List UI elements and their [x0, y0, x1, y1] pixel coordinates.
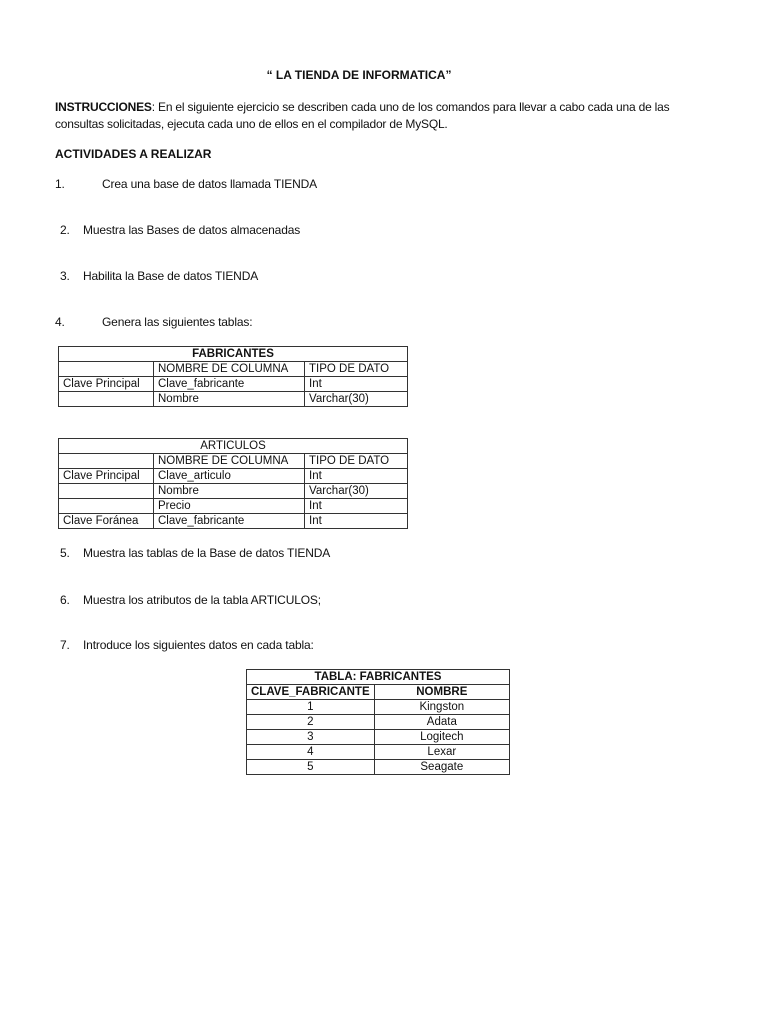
- table-header-row: [247, 685, 510, 700]
- step-2: [60, 223, 300, 237]
- table-row: [247, 760, 510, 775]
- table-row: [247, 700, 510, 715]
- step-text: Genera las siguientes tablas:: [102, 315, 253, 329]
- step-text: Muestra las tablas de la Base de datos TIENDA: [83, 546, 331, 560]
- table-title: ARTICULOS: [59, 439, 408, 454]
- table-row: [247, 730, 510, 745]
- table-header-row: [59, 454, 408, 469]
- key-cell: Clave Foránea: [59, 514, 154, 529]
- step-4: [55, 315, 252, 329]
- table-row: [59, 392, 408, 407]
- table-title: TABLA: FABRICANTES: [247, 670, 510, 685]
- data-type-cell: Varchar(30): [305, 392, 408, 407]
- data-type-cell: Int: [305, 377, 408, 392]
- instructions-label: INSTRUCCIONES: [55, 100, 152, 114]
- data-type-cell: Int: [305, 469, 408, 484]
- activities-heading: ACTIVIDADES A REALIZAR: [55, 147, 212, 161]
- column-name-cell: Clave_fabricante: [154, 377, 305, 392]
- table-header-row: [59, 362, 408, 377]
- column-header: NOMBRE DE COLUMNA: [154, 362, 305, 377]
- step-1: [55, 177, 317, 191]
- data-type-cell: Int: [305, 499, 408, 514]
- column-name-cell: Nombre: [154, 484, 305, 499]
- name-cell: Lexar: [374, 745, 509, 760]
- step-number: 2.: [60, 223, 70, 237]
- id-cell: 1: [247, 700, 375, 715]
- fabricantes-data-table: [246, 669, 510, 775]
- step-6: [60, 593, 321, 607]
- step-number: 5.: [60, 546, 70, 560]
- name-cell: Adata: [374, 715, 509, 730]
- instructions-line-1: : En el siguiente ejercicio se describen cada uno de los comandos para llevar a cabo cada una de las: [151, 100, 670, 114]
- column-header: NOMBRE DE COLUMNA: [154, 454, 305, 469]
- table-row: [59, 469, 408, 484]
- column-name-cell: Clave_fabricante: [154, 514, 305, 529]
- data-type-cell: Int: [305, 514, 408, 529]
- step-number: 3.: [60, 269, 70, 283]
- column-name-cell: Precio: [154, 499, 305, 514]
- step-text: Crea una base de datos llamada TIENDA: [102, 177, 318, 191]
- instructions-paragraph: [55, 99, 715, 133]
- name-cell: Logitech: [374, 730, 509, 745]
- articulos-schema-table: [58, 438, 408, 529]
- id-cell: 3: [247, 730, 375, 745]
- step-3: [60, 269, 258, 283]
- table-row: [59, 484, 408, 499]
- step-5: [60, 546, 330, 560]
- step-text: Introduce los siguientes datos en cada tabla:: [83, 638, 314, 652]
- name-cell: Kingston: [374, 700, 509, 715]
- table-row: [59, 377, 408, 392]
- column-name-cell: Nombre: [154, 392, 305, 407]
- table-row: [247, 745, 510, 760]
- step-7: [60, 638, 314, 652]
- name-cell: Seagate: [374, 760, 509, 775]
- id-cell: 2: [247, 715, 375, 730]
- fabricantes-schema-table: [58, 346, 408, 407]
- table-row: [59, 514, 408, 529]
- instructions-line-2: consultas solicitadas, ejecuta cada uno de ellos en el compilador de MySQL.: [55, 117, 448, 131]
- key-cell: [59, 499, 154, 514]
- table-title: FABRICANTES: [59, 347, 408, 362]
- column-name-cell: Clave_articulo: [154, 469, 305, 484]
- step-number: 1.: [55, 177, 65, 191]
- id-cell: 4: [247, 745, 375, 760]
- column-header: TIPO DE DATO: [305, 362, 408, 377]
- id-cell: 5: [247, 760, 375, 775]
- table-row: [247, 715, 510, 730]
- column-header: CLAVE_FABRICANTE: [247, 685, 375, 700]
- key-cell: Clave Principal: [59, 377, 154, 392]
- step-text: Muestra las Bases de datos almacenadas: [83, 223, 301, 237]
- key-cell: [59, 392, 154, 407]
- step-text: Habilita la Base de datos TIENDA: [83, 269, 259, 283]
- step-number: 4.: [55, 315, 65, 329]
- key-cell: Clave Principal: [59, 469, 154, 484]
- step-text: Muestra los atributos de la tabla ARTICULOS;: [83, 593, 321, 607]
- column-header: NOMBRE: [374, 685, 509, 700]
- key-cell: [59, 484, 154, 499]
- data-type-cell: Varchar(30): [305, 484, 408, 499]
- document-title: “ LA TIENDA DE INFORMATICA”: [266, 68, 452, 82]
- column-header: TIPO DE DATO: [305, 454, 408, 469]
- step-number: 7.: [60, 638, 70, 652]
- step-number: 6.: [60, 593, 70, 607]
- table-row: [59, 499, 408, 514]
